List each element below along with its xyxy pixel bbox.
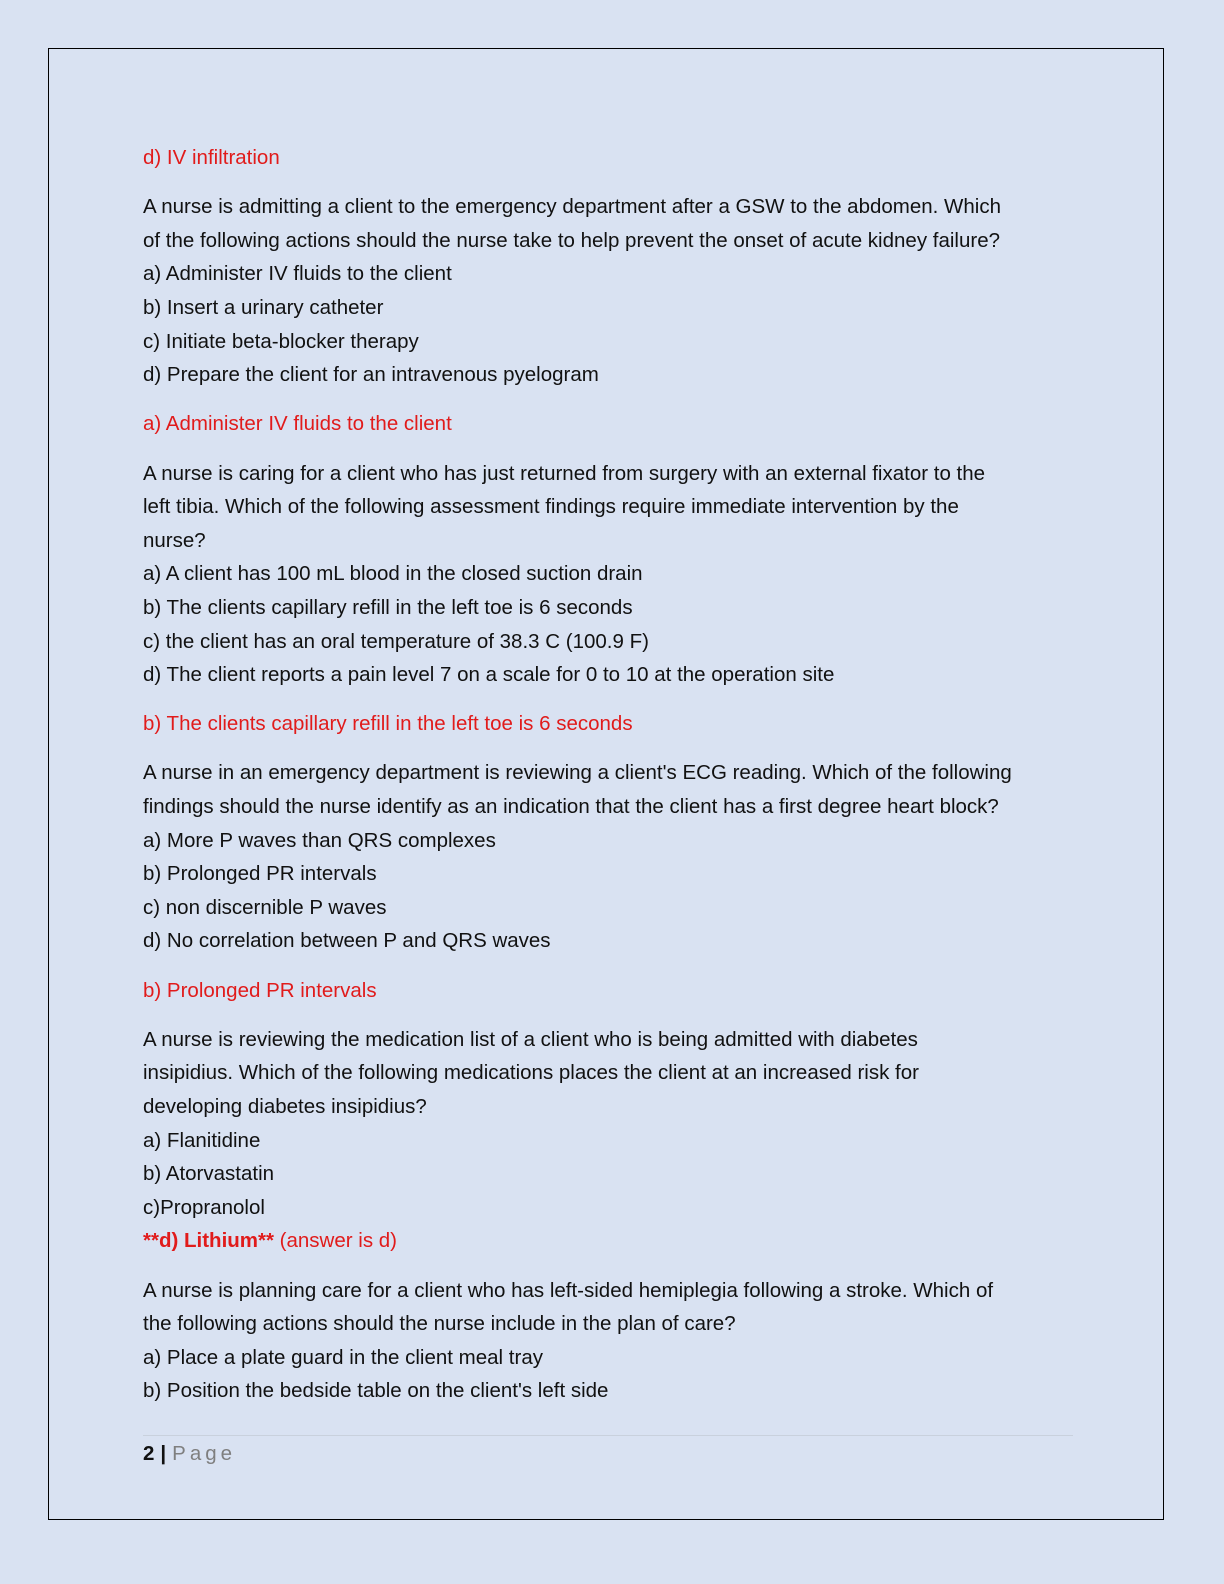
page-number: 2	[143, 1442, 155, 1465]
option-a: a) Flanitidine	[143, 1128, 261, 1152]
option-d: d) The client reports a pain level 7 on a scale for 0 to 10 at the operation site	[143, 663, 835, 687]
question-stem: findings should the nurse identify as an indication that the client has a first degree heart block?	[143, 795, 999, 819]
question-stem: of the following actions should the nurse take to help prevent the onset of acute kidney failure?	[143, 228, 1000, 252]
option-b: b) Prolonged PR intervals	[143, 862, 377, 886]
question-stem: nurse?	[143, 528, 206, 552]
option-b: b) Position the bedside table on the client's left side	[143, 1379, 609, 1403]
question-stem: A nurse is reviewing the medication list of a client who is being admitted with diabetes	[143, 1027, 918, 1051]
question-stem: insipidius. Which of the following medications places the client at an increased risk for	[143, 1061, 919, 1085]
option-c: c) Initiate beta-blocker therapy	[143, 329, 419, 353]
question-stem: developing diabetes insipidius?	[143, 1095, 427, 1118]
question-stem: the following actions should the nurse include in the plan of care?	[143, 1312, 736, 1336]
question-stem: A nurse in an emergency department is reviewing a client's ECG reading. Which of the following	[143, 761, 1012, 785]
footer-divider	[143, 1435, 1073, 1436]
option-b: b) The clients capillary refill in the left toe is 6 seconds	[143, 595, 633, 619]
page-footer	[143, 1440, 236, 1468]
option-d: d) Prepare the client for an intravenous pyelogram	[143, 363, 599, 387]
page-label: Page	[172, 1442, 237, 1465]
option-a: a) A client has 100 mL blood in the closed suction drain	[143, 562, 643, 586]
answer-line: a) Administer IV fluids to the client	[143, 412, 452, 436]
option-c: c) the client has an oral temperature of 38.3 C (100.9 F)	[143, 629, 649, 653]
option-c: c) non discernible P waves	[143, 895, 387, 919]
question-stem: left tibia. Which of the following assessment findings require immediate intervention by the	[143, 495, 959, 519]
option-a: a) More P waves than QRS complexes	[143, 828, 496, 852]
answer-note: (answer is d)	[273, 1229, 397, 1253]
option-a: a) Administer IV fluids to the client	[143, 262, 452, 286]
document-body	[143, 141, 1078, 1408]
answer-line	[143, 1224, 1078, 1258]
answer-line: b) The clients capillary refill in the left toe is 6 seconds	[143, 712, 633, 736]
option-a: a) Place a plate guard in the client meal tray	[143, 1345, 543, 1369]
question-stem: A nurse is planning care for a client who has left-sided hemiplegia following a stroke. Which of	[143, 1278, 994, 1302]
answer-line: b) Prolonged PR intervals	[143, 978, 377, 1002]
option-d: d) No correlation between P and QRS waves	[143, 929, 551, 953]
answer-line: d) IV infiltration	[143, 146, 280, 169]
option-c: c)Propranolol	[143, 1195, 265, 1219]
question-stem: A nurse is admitting a client to the emergency department after a GSW to the abdomen. Which	[143, 195, 1002, 219]
question-stem: A nurse is caring for a client who has just returned from surgery with an external fixator to the	[143, 461, 986, 485]
option-b: b) Atorvastatin	[143, 1162, 275, 1186]
answer-bold: **d) Lithium**	[143, 1229, 274, 1253]
option-b: b) Insert a urinary catheter	[143, 295, 384, 319]
footer-separator: |	[160, 1442, 167, 1465]
